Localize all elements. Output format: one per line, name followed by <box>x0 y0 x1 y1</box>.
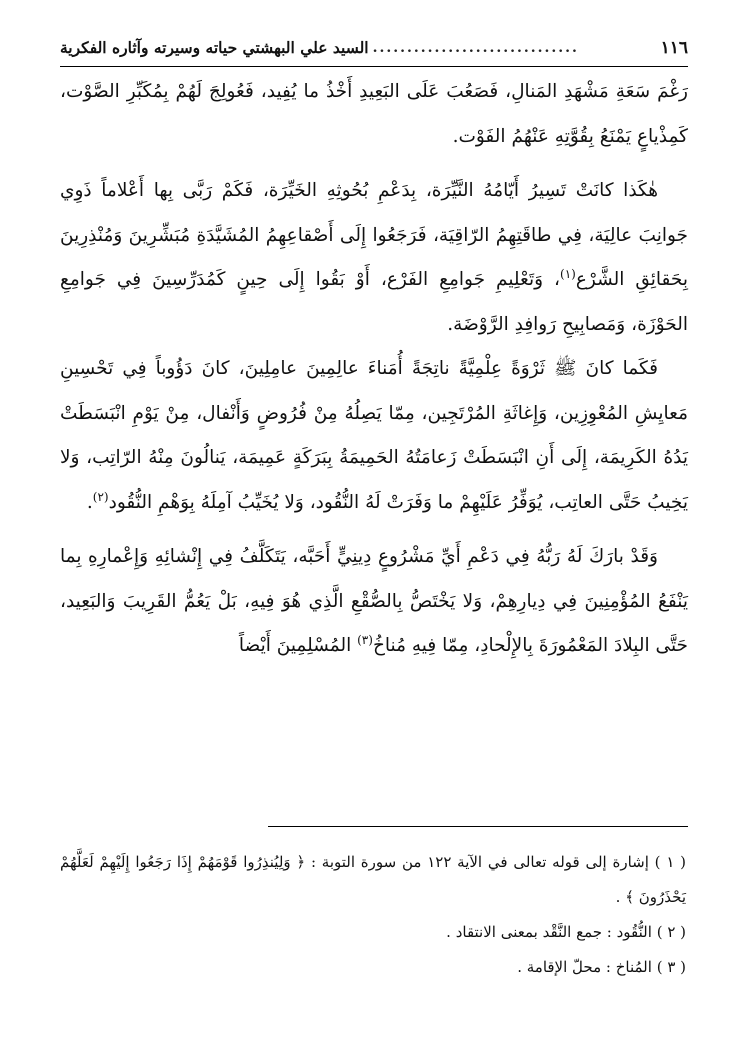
paragraph-1-text: رَغْمَ سَعَةِ مَشْهَدِ المَنالِ، فَصَعُبَ عَلَى البَعِيدِ أَخْذُ ما يُفِيد، فَعُولِجَ لَهُمْ بِمُكَبِّرِ الصَّوْت، كَمِذْياعٍ يَمْنَعُ بِقُوَّتِهِ عَنْهُمُ الفَوْت. <box>60 81 688 147</box>
footnote-1 <box>60 845 686 915</box>
footnote-2-text: النُّقُود : جمع النَّقْد بمعنى الانتقاد . <box>446 923 652 941</box>
footnote-1-text: إشارة إلى قوله تعالى في الآية ١٢٢ من سورة التوبة : ﴿ وَلِيُنذِرُوا قَوْمَهُمْ إِذَا رَجَعُوا إِلَيْهِمْ لَعَلَّهُمْ يَحْذَرُونَ ﴾ . <box>60 853 686 906</box>
paragraph-4 <box>60 535 688 669</box>
footnote-3 <box>60 950 686 985</box>
body-text <box>60 70 688 669</box>
paragraph-4-text-end: المُسْلِمِينَ أَيْضاً <box>238 635 358 656</box>
footnote-2-number: ( ٢ ) <box>656 923 686 941</box>
footnote-ref-3[interactable]: (٣) <box>357 632 373 647</box>
paragraph-3-text-end: . <box>86 491 93 513</box>
page-header <box>60 30 688 67</box>
footnote-3-text: المُناخ : محلّ الإقامة . <box>517 958 652 976</box>
paragraph-3-text: فَكَما كانَ ﷺ ثَرْوَةً عِلْمِيَّةً ناتِجَةً أُمَناءَ عالِمِينَ عامِلِينَ، كانَ دَؤُوباً فِي تَحْسِينِ مَعايِشِ المُعْوِزِين، وَإِغاثَةِ المُرْتَجِين، مِمّا يَصِلُهُ مِنْ فُرُوضٍ وَأَنْفال، مِنْ يَوْمِ انْبَسَطَتْ يَدُهُ الكَرِيمَة، إِلَى أَنِ انْبَسَطَتْ زَعامَتُهُ الحَمِيمَةُ بِبَرَكَةٍ عَمِيمَة، يَنالُونَ مِنْهُ الرّاتِب، وَلا يَخِيبُ حَتَّى العاتِب، يُوَفِّرُ عَلَيْهِمْ ما وَفَرَتْ لَهُ النُّقُود، وَلا يُخَيِّبُ آمِلَهُ بِوَهْمِ النُّقُود <box>60 358 688 513</box>
footnote-separator <box>268 826 688 827</box>
footnotes <box>60 845 686 985</box>
page-number: ١١٦ <box>660 37 688 58</box>
footnote-ref-1[interactable]: (١) <box>560 266 576 281</box>
footnote-1-number: ( ١ ) <box>654 853 687 871</box>
paragraph-3 <box>60 347 688 525</box>
footnote-2 <box>60 915 686 950</box>
leader-dots: .............................. <box>372 41 579 55</box>
paragraph-2-text: هٰكَذا كانَتْ تَسِيرُ أَيّامُهُ النَّيِّرَة، بِدَعْمِ بُحُوثِهِ الخَيِّرَة، فَكَمْ رَبَّى بِها أَعْلاماً ذَوِي جَوانِبَ عالِيَة، فِي طاقَتِهِمُ الرّاقِيَة، فَرَجَعُوا إِلَى أَصْقاعِهِمُ المُشَيَّدَةِ مُبَشِّرِينَ وَمُنْذِرِينَ بِحَقائِقِ الشَّرْع <box>60 180 688 290</box>
running-title: السيد علي البهشتي حياته وسيرته وآثاره الفكرية <box>60 38 369 58</box>
footnote-ref-2[interactable]: (٢) <box>92 489 109 504</box>
paragraph-2 <box>60 169 688 347</box>
paragraph-2-text-end: ، وَتَعْلِيمِ جَوامِعِ الفَرْع، أَوْ بَقُوا إِلَى حِينٍ كَمُدَرِّسِينَ فِي جَوامِعِ الحَوْزَة، وَمَصابِيحِ رَوافِدِ الرَّوْضَة. <box>60 269 688 335</box>
paragraph-4-text: وَقَدْ بارَكَ لَهُ رَبُّهُ فِي دَعْمِ أَيِّ مَشْرُوعٍ دِينِيٍّ أَحَبَّه، يَتَكَلَّفُ فِي إِنْشائِهِ وَإِعْمارِهِ بِما يَنْفَعُ المُؤْمِنِينَ فِي دِيارِهِمْ، وَلا يَخْتَصُّ بِالصُّقْعِ الَّذِي هُوَ فِيهِ، بَلْ يَعُمُّ القَرِيبَ وَالبَعِيد، حَتَّى البِلادَ المَعْمُورَةَ بِالإِلْحادِ، مِمّا فِيهِ مُناخُ <box>60 546 688 656</box>
paragraph-1 <box>60 70 688 159</box>
footnote-3-number: ( ٣ ) <box>656 958 686 976</box>
